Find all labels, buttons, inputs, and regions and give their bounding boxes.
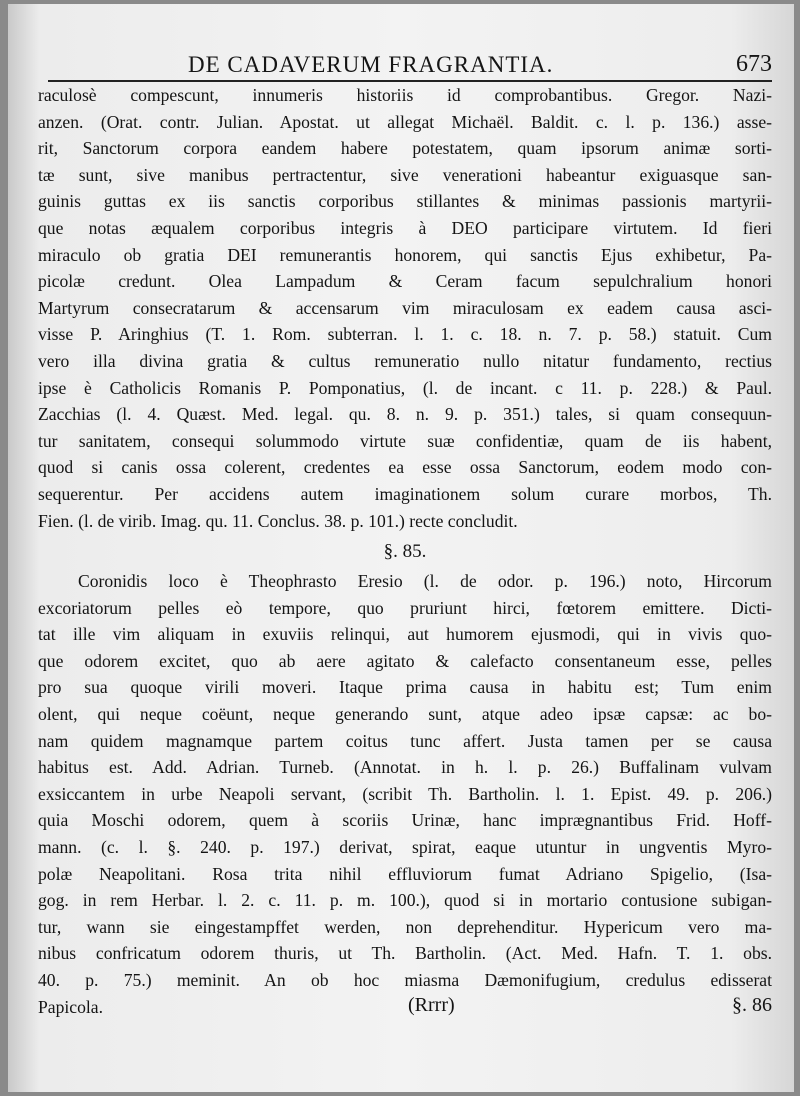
- text-line: que notas æqualem corporibus integris à DEO participare virtutem. Id fieri: [38, 217, 772, 238]
- paragraph-1: [38, 82, 772, 534]
- text-line: habitus est. Add. Adrian. Turneb. (Annotat. in h. l. p. 26.) Buffalinam vulvam: [38, 757, 772, 778]
- text-line: guinis guttas ex iis sanctis corporibus stillantes & minimas passionis martyrii-: [38, 191, 772, 212]
- text-line: sequerentur. Per accidens autem imaginationem solum curare morbos, Th.: [38, 483, 772, 504]
- text-line: pro sua quoque virili moveri. Itaque prima causa in habitu est; Tum enim: [38, 677, 772, 698]
- text-line: exsiccantem in urbe Neapoli servant, (scribit Th. Bartholin. l. 1. Epist. 49. p. 206.): [38, 783, 772, 804]
- text-line: ipse è Catholicis Romanis P. Pomponatius, (l. de incant. c 11. p. 228.) & Paul.: [38, 377, 772, 398]
- text-line: tur sanitatem, consequi solummodo virtute suæ confidentiæ, quam de iis habent,: [38, 430, 772, 451]
- page-header: [48, 44, 772, 82]
- text-line: raculosè compescunt, innumeris historiis id comprobantibus. Gregor. Nazi-: [38, 85, 772, 105]
- text-line: quod si canis ossa colerent, credentes ea esse ossa Sanctorum, eodem modo con-: [38, 457, 772, 478]
- text-line: rit, Sanctorum corpora eandem habere potestatem, quam ipsorum animæ sorti-: [38, 138, 772, 159]
- text-line: tæ sunt, sive manibus pertractentur, sive venerationi habeantur exiguasque san-: [38, 164, 772, 185]
- body-text: [38, 82, 772, 1020]
- catchword: §. 86: [732, 994, 772, 1016]
- section-heading: §. 85.: [383, 541, 427, 563]
- text-line: vero illa divina gratia & cultus remuneratio nullo nitatur fundamento, rectius: [38, 350, 772, 371]
- page-number: 673: [736, 51, 772, 77]
- text-line: Fien. (l. de virib. Imag. qu. 11. Conclus. 38. p. 101.) recte concludit.: [38, 510, 518, 531]
- text-line: nibus confricatum odorem thuris, ut Th. Bartholin. (Act. Med. Hafn. T. 1. obs.: [38, 943, 772, 964]
- text-line: gog. in rem Herbar. l. 2. c. 11. p. m. 100.), quod si in mortario contusione subigan-: [38, 890, 772, 911]
- text-line: que odorem excitet, quo ab aere agitato & calefacto consentaneum esse, pelles: [38, 650, 772, 671]
- text-line: quia Moschi odorem, quem à scoriis Urinæ, hanc imprægnantibus Frid. Hoff-: [38, 810, 772, 831]
- text-line: picolæ credunt. Olea Lampadum & Ceram facum sepulchralium honori: [38, 271, 772, 292]
- book-page: [8, 4, 794, 1092]
- text-line: tur, wann sie eingestampffet werden, non deprehenditur. Hypericum vero ma-: [38, 916, 772, 937]
- text-line: Papicola.: [38, 996, 103, 1017]
- text-line: 40. p. 75.) meminit. An ob hoc miasma Dæmonifugium, credulus edisserat: [38, 970, 772, 990]
- text-line: mann. (c. l. §. 240. p. 197.) derivat, spirat, eaque utuntur in ungventis Myro-: [38, 837, 772, 858]
- signature-mark: (Rrrr): [408, 994, 455, 1016]
- text-line: excoriatorum pelles eò tempore, quo pruriunt hirci, fœtorem emittere. Dicti-: [38, 597, 772, 618]
- text-line: polæ Neapolitani. Rosa trita nihil effluviorum fumat Adriano Spigelio, (Isa-: [38, 863, 772, 884]
- text-line: Martyrum consecratarum & accensarum vim miraculosam ex eadem causa asci-: [38, 297, 772, 318]
- text-line: tat ille vim aliquam in exuviis relinqui, aut humorem ejusmodi, qui in vivis quo-: [38, 624, 772, 645]
- page-footer: [38, 994, 772, 1024]
- text-line: olent, qui neque coëunt, neque generando sunt, atque adeo ipsæ capsæ: ac bo-: [38, 704, 772, 725]
- text-line: nam quidem magnamque partem coitus tunc affert. Justa tamen per se causa: [38, 730, 772, 751]
- text-line: miraculo ob gratia DEI remunerantis honorem, qui sanctis Ejus exhibetur, Pa-: [38, 244, 772, 265]
- paragraph-2: [38, 568, 772, 1020]
- text-line: Zacchias (l. 4. Quæst. Med. legal. qu. 8. n. 9. p. 351.) tales, si quam consequun-: [38, 404, 772, 425]
- text-line: Coronidis loco è Theophrasto Eresio (l. de odor. p. 196.) noto, Hircorum: [78, 571, 772, 592]
- text-line: visse P. Aringhius (T. 1. Rom. subterran. l. 1. c. 18. n. 7. p. 58.) statuit. Cum: [38, 324, 772, 345]
- text-line: anzen. (Orat. contr. Julian. Apostat. ut allegat Michaël. Baldit. c. l. p. 136.) asse-: [38, 111, 772, 132]
- running-head: DE CADAVERUM FRAGRANTIA.: [188, 52, 554, 77]
